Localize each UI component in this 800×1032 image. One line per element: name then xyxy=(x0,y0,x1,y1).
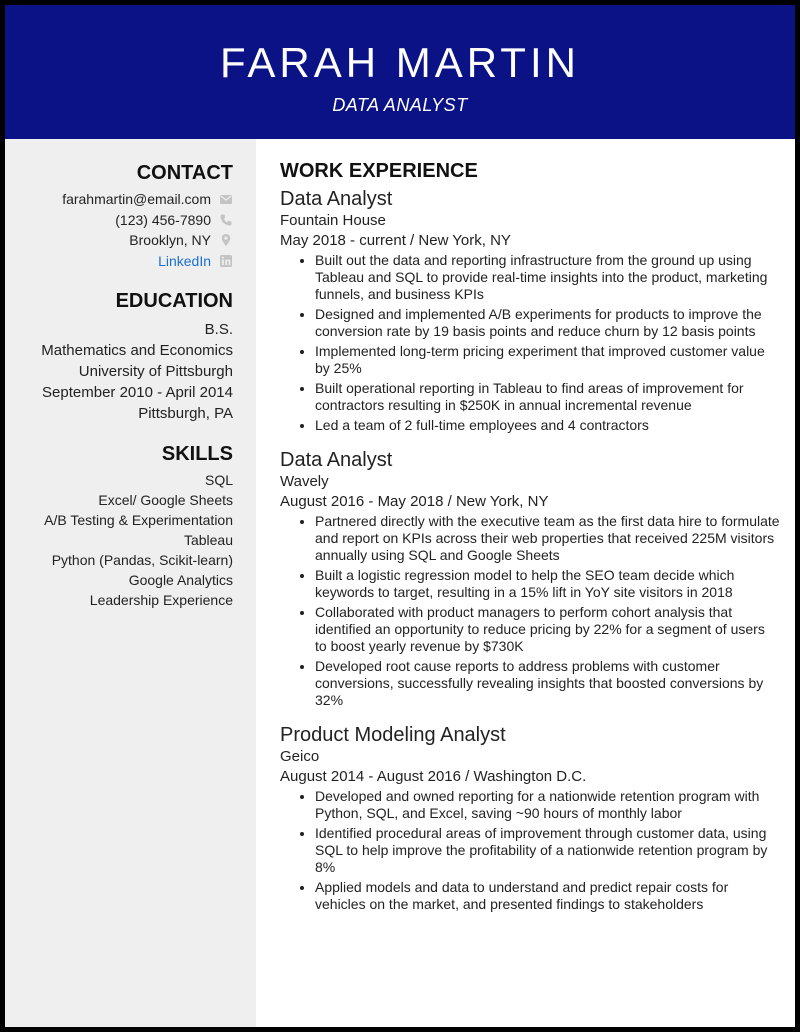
job-bullets xyxy=(280,513,780,709)
education-major: Mathematics and Economics xyxy=(41,342,233,359)
job-bullets xyxy=(280,252,780,434)
skill-item: A/B Testing & Experimentation xyxy=(44,512,233,528)
contact-linkedin[interactable] xyxy=(13,251,233,272)
contact-phone xyxy=(13,210,233,231)
skill-item: Python (Pandas, Scikit-learn) xyxy=(51,552,233,568)
education-degree: B.S. xyxy=(204,321,233,338)
job-bullets xyxy=(280,788,780,913)
linkedin-icon xyxy=(219,254,233,268)
education-section xyxy=(13,289,233,424)
job-entry xyxy=(280,187,780,434)
bullet-item: • Developed root cause reports to address problems with customer conversions, successfully revealing insights that boosted conversions by 32% xyxy=(315,658,780,709)
bullet-item: • Built a logistic regression model to help the SEO team decide which keywords to target, resulting in a 15% lift in YoY site visitors in 2018 xyxy=(315,567,780,601)
resume-page xyxy=(5,5,795,1027)
bullet-item: • Built operational reporting in Tableau to find areas of improvement for contractors resulting in $250K in annual incremental revenue xyxy=(315,380,780,414)
main-column xyxy=(280,159,780,927)
job-title: Data Analyst xyxy=(280,449,393,471)
resume-header xyxy=(5,5,795,139)
job-dates-location: August 2014 - August 2016 / Washington D.C. xyxy=(280,768,587,785)
skill-item: Tableau xyxy=(183,532,233,548)
bullet-item: • Led a team of 2 full-time employees and 4 contractors xyxy=(315,417,780,434)
job-title: Data Analyst xyxy=(280,188,393,210)
skills-heading: SKILLS xyxy=(161,443,233,465)
candidate-title: DATA ANALYST xyxy=(332,95,468,115)
job-company: Wavely xyxy=(280,473,329,490)
work-experience-heading: WORK EXPERIENCE xyxy=(280,160,478,182)
education-dates: September 2010 - April 2014 xyxy=(42,384,233,401)
education-location: Pittsburgh, PA xyxy=(138,405,233,422)
bullet-item: • Developed and owned reporting for a nationwide retention program with Python, SQL, and Excel, saving ~90 hours of monthly labor xyxy=(315,788,780,822)
envelope-icon xyxy=(219,192,233,206)
bullet-item: • Built out the data and reporting infrastructure from the ground up using Tableau and SQL to provide real-time insights into the product, marketing funnels, and business KPIs xyxy=(315,252,780,303)
job-title: Product Modeling Analyst xyxy=(280,724,506,746)
job-dates-location: August 2016 - May 2018 / New York, NY xyxy=(280,493,549,510)
bullet-item: • Designed and implemented A/B experiments for products to improve the conversion rate by 19 basis points and reduce churn by 12 basis points xyxy=(315,306,780,340)
bullet-item: • Identified procedural areas of improvement through customer data, using SQL to help improve the profitability of a nationwide retention program by 8% xyxy=(315,825,780,876)
skills-section xyxy=(13,442,233,610)
contact-heading: CONTACT xyxy=(136,162,233,184)
job-company: Geico xyxy=(280,748,320,765)
skill-item: Leadership Experience xyxy=(89,592,233,608)
job-entry xyxy=(280,448,780,709)
phone-text: (123) 456-7890 xyxy=(115,211,211,228)
email-text: farahmartin@email.com xyxy=(62,191,211,208)
candidate-name: FARAH MARTIN xyxy=(220,39,580,86)
skill-item: Excel/ Google Sheets xyxy=(98,492,233,508)
phone-icon xyxy=(219,213,233,227)
bullet-item: • Partnered directly with the executive team as the first data hire to formulate and report on KPIs across their web properties that received 225M visitors annually using SQL and Google Sheets xyxy=(315,513,780,564)
bullet-item: • Applied models and data to understand and predict repair costs for vehicles on the market, and presented findings to stakeholders xyxy=(315,879,780,913)
linkedin-link[interactable]: LinkedIn xyxy=(158,252,211,269)
skill-item: Google Analytics xyxy=(128,572,233,588)
location-text: Brooklyn, NY xyxy=(129,232,211,249)
contact-list xyxy=(13,189,233,271)
bullet-item: • Implemented long-term pricing experiment that improved customer value by 25% xyxy=(315,343,780,377)
skills-list xyxy=(13,470,233,610)
contact-location xyxy=(13,230,233,251)
bullet-item: • Collaborated with product managers to perform cohort analysis that identified an opportunity to reduce pricing by 22% for a segment of users to boost yearly revenue by $730K xyxy=(315,604,780,655)
contact-email xyxy=(13,189,233,210)
skill-item: SQL xyxy=(204,472,233,488)
location-pin-icon xyxy=(219,233,233,247)
sidebar xyxy=(5,139,256,1027)
job-company: Fountain House xyxy=(280,212,386,229)
job-entry xyxy=(280,723,780,913)
job-dates-location: May 2018 - current / New York, NY xyxy=(280,232,511,249)
education-heading: EDUCATION xyxy=(115,290,233,312)
education-school: University of Pittsburgh xyxy=(78,363,233,380)
